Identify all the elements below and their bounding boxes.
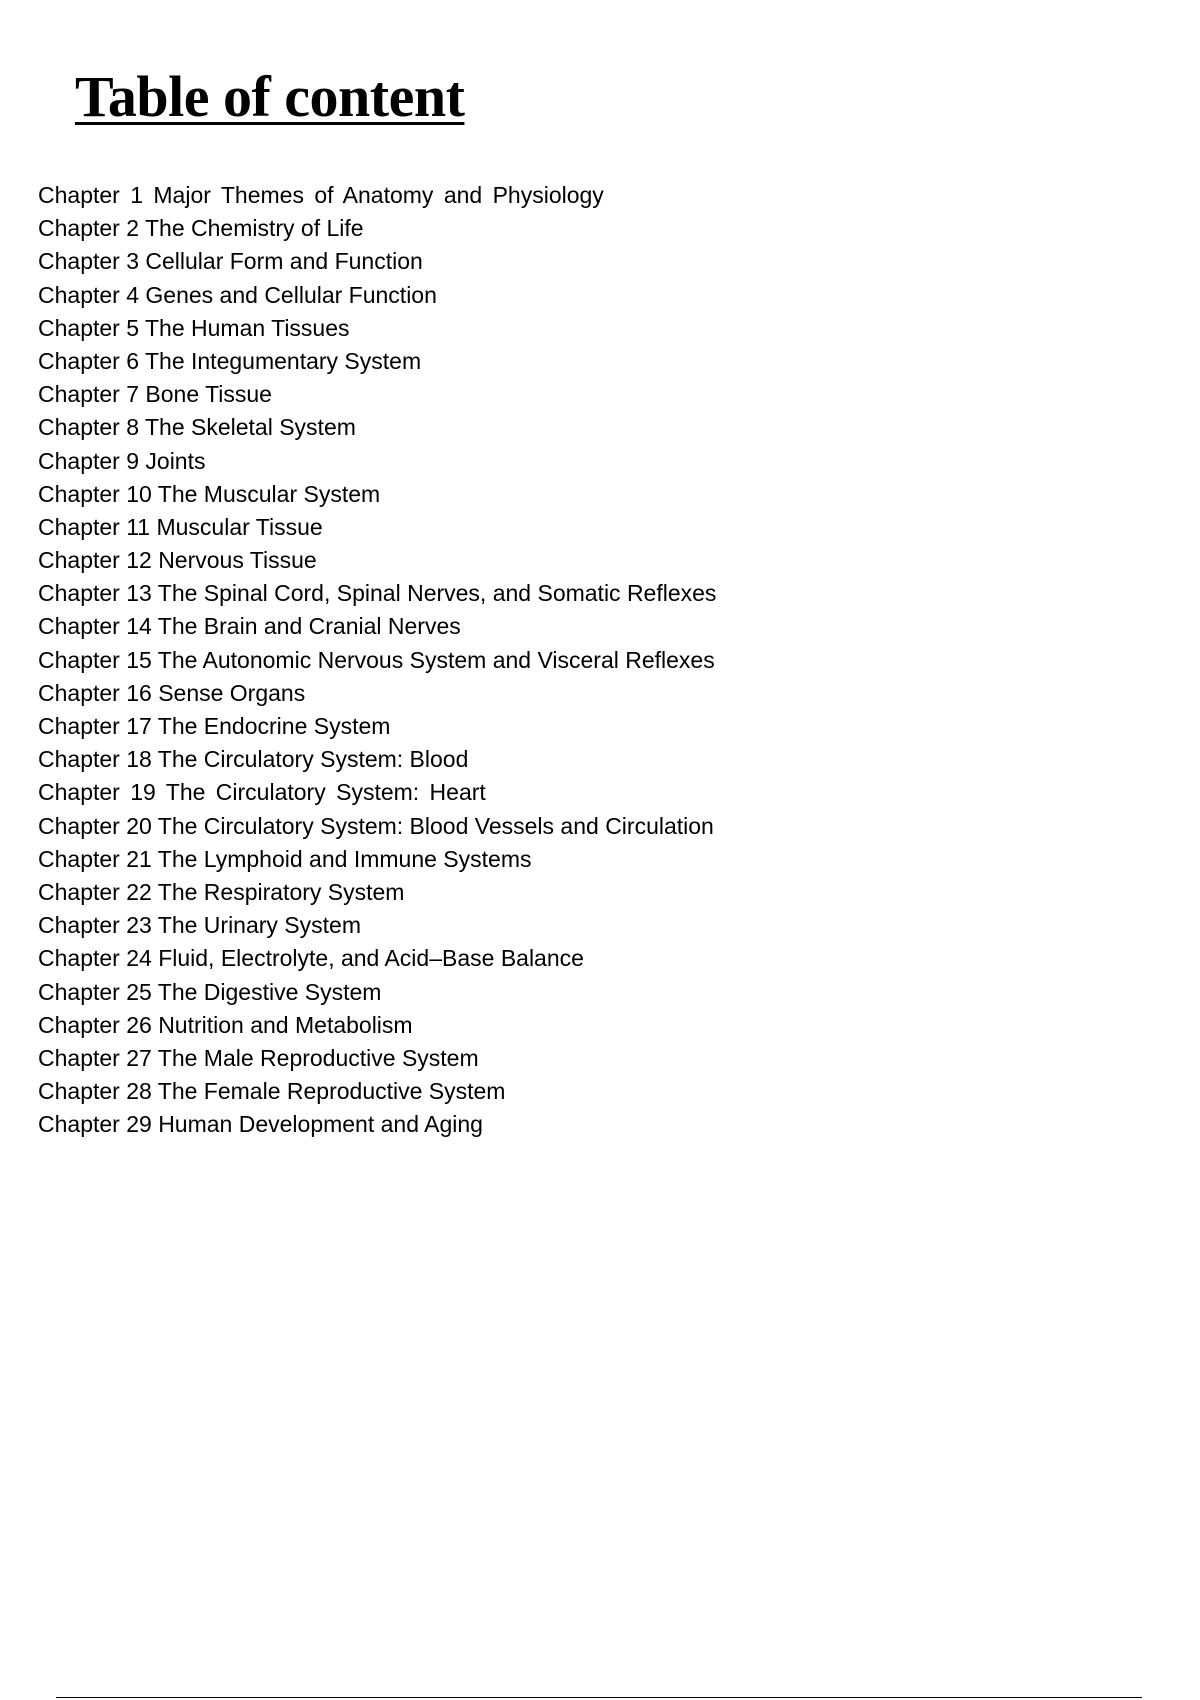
toc-chapter-5: Chapter 5 The Human Tissues [38, 314, 350, 341]
toc-chapter-8: Chapter 8 The Skeletal System [38, 414, 356, 441]
toc-chapter-23: Chapter 23 The Urinary System [38, 912, 361, 939]
toc-chapter-20: Chapter 20 The Circulatory System: Blood Vessels and Circulation [38, 812, 714, 839]
toc-chapter-2: Chapter 2 The Chemistry of Life [38, 215, 364, 242]
toc-chapter-9: Chapter 9 Joints [38, 447, 206, 474]
toc-chapter-1: Chapter 1 Major Themes of Anatomy and Physiology [38, 182, 604, 208]
toc-chapter-13: Chapter 13 The Spinal Cord, Spinal Nerves, and Somatic Reflexes [38, 580, 717, 607]
toc-chapter-10: Chapter 10 The Muscular System [38, 480, 381, 507]
toc-chapter-4: Chapter 4 Genes and Cellular Function [38, 281, 437, 308]
toc-chapter-6: Chapter 6 The Integumentary System [38, 347, 422, 374]
toc-chapter-27: Chapter 27 The Male Reproductive System [38, 1044, 479, 1071]
toc-chapter-15: Chapter 15 The Autonomic Nervous System and Visceral Reflexes [38, 646, 715, 673]
toc-chapter-24: Chapter 24 Fluid, Electrolyte, and Acid–Base Balance [38, 945, 584, 972]
table-of-contents [38, 182, 717, 1149]
toc-chapter-29: Chapter 29 Human Development and Aging [38, 1111, 483, 1138]
toc-chapter-14: Chapter 14 The Brain and Cranial Nerves [38, 613, 461, 640]
toc-chapter-16: Chapter 16 Sense Organs [38, 679, 306, 706]
toc-chapter-28: Chapter 28 The Female Reproductive System [38, 1078, 506, 1105]
toc-chapter-12: Chapter 12 Nervous Tissue [38, 547, 317, 574]
footer-divider [56, 1697, 1142, 1698]
toc-chapter-7: Chapter 7 Bone Tissue [38, 381, 272, 408]
toc-chapter-25: Chapter 25 The Digestive System [38, 978, 382, 1005]
toc-chapter-17: Chapter 17 The Endocrine System [38, 713, 391, 739]
toc-chapter-26: Chapter 26 Nutrition and Metabolism [38, 1011, 413, 1038]
toc-chapter-19: Chapter 19 The Circulatory System: Heart [38, 779, 486, 806]
toc-chapter-22: Chapter 22 The Respiratory System [38, 878, 405, 905]
toc-chapter-11: Chapter 11 Muscular Tissue [38, 513, 323, 540]
toc-chapter-18: Chapter 18 The Circulatory System: Blood [38, 746, 469, 773]
page-title: Table of content [75, 64, 465, 129]
toc-chapter-21: Chapter 21 The Lymphoid and Immune Systems [38, 845, 532, 872]
toc-chapter-3: Chapter 3 Cellular Form and Function [38, 248, 423, 275]
